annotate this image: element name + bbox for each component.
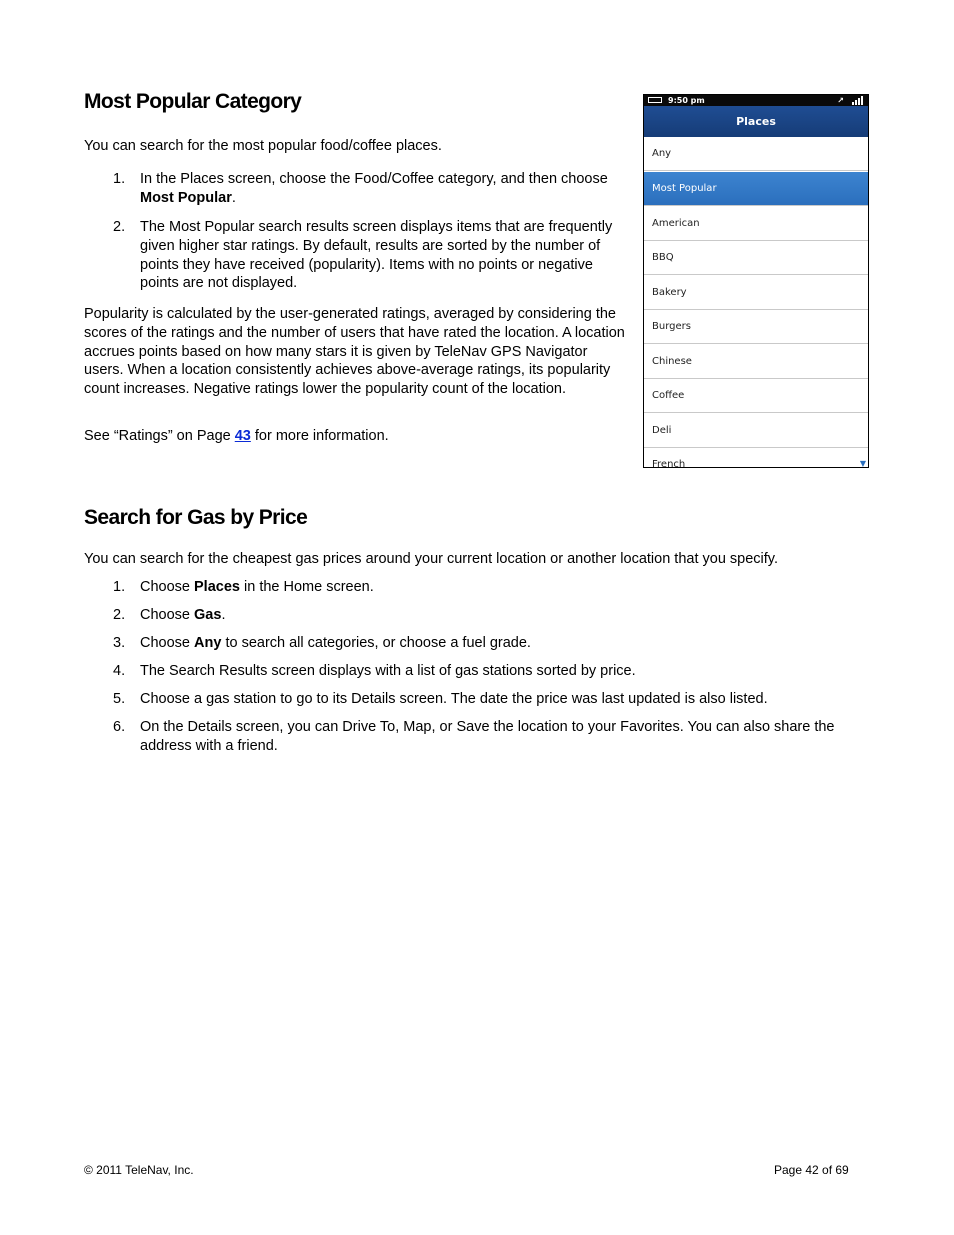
list-item-american[interactable]: American xyxy=(644,207,868,241)
list-number: 2. xyxy=(113,219,126,235)
list-item-text: Choose Any to search all categories, or choose a fuel grade. xyxy=(140,635,531,651)
section-heading-most-popular: Most Popular Category xyxy=(84,90,302,113)
list-item-bakery[interactable]: Bakery xyxy=(644,276,868,310)
signal-icon xyxy=(851,96,865,105)
footer-page-number: Page 42 of 69 xyxy=(774,1163,849,1177)
status-bar xyxy=(644,95,868,106)
list-number: 1. xyxy=(113,579,126,595)
list-item-text: The Most Popular search results screen displays items that are frequently given higher star ratings. By default, results are sorted by the number of points they have received (popularity). Items with no points or negative points are not displayed. xyxy=(140,219,613,292)
list-item-burgers[interactable]: Burgers xyxy=(644,310,868,344)
list-item-text: Choose Gas. xyxy=(140,607,226,623)
list-item-text: The Search Results screen displays with a list of gas stations sorted by price. xyxy=(140,663,636,679)
list-item-french[interactable]: French xyxy=(644,448,868,468)
list-number: 4. xyxy=(113,663,126,679)
popularity-paragraph: Popularity is calculated by the user-generated ratings, averaged by considering the scores of the ratings and the number of users that have rated the location. A location accrues points based on how many stars it is given by TeleNav GPS Navigator users. When a location consistently achieves above-average ratings, its popularity count increases. Negative ratings lower the popularity count of the location. xyxy=(84,306,625,398)
list-item-coffee[interactable]: Coffee xyxy=(644,379,868,413)
footer-copyright: © 2011 TeleNav, Inc. xyxy=(84,1163,194,1177)
status-time: 9:50 pm xyxy=(668,96,705,105)
list-item-most-popular[interactable]: Most Popular xyxy=(644,172,868,206)
list-number: 3. xyxy=(113,635,126,651)
list-item-text: Choose Places in the Home screen. xyxy=(140,579,374,595)
see-ratings-paragraph: See “Ratings” on Page 43 for more information. xyxy=(84,428,389,444)
list-number: 2. xyxy=(113,607,126,623)
scroll-down-icon[interactable]: ▼ xyxy=(859,459,866,468)
list-item-bbq[interactable]: BBQ xyxy=(644,241,868,275)
places-title-bar: Places xyxy=(644,106,868,137)
list-item-text: In the Places screen, choose the Food/Coffee category, and then choose Most Popular. xyxy=(140,171,608,206)
phone-screenshot xyxy=(643,94,869,468)
bluetooth-icon: ↗ xyxy=(837,96,844,105)
list-item-any[interactable]: Any xyxy=(644,137,868,171)
battery-icon xyxy=(648,97,662,103)
section-heading-gas-price: Search for Gas by Price xyxy=(84,506,308,529)
list-item-text: On the Details screen, you can Drive To, Map, or Save the location to your Favorites. You can also share the address with a friend. xyxy=(140,719,835,754)
gas-intro-paragraph: You can search for the cheapest gas prices around your current location or another location that you specify. xyxy=(84,551,778,567)
list-number: 1. xyxy=(113,171,126,187)
page-43-link[interactable]: 43 xyxy=(234,428,251,444)
list-number: 6. xyxy=(113,719,126,735)
list-number: 5. xyxy=(113,691,126,707)
list-item-text: Choose a gas station to go to its Details screen. The date the price was last updated is also listed. xyxy=(140,691,768,707)
list-item-chinese[interactable]: Chinese xyxy=(644,345,868,379)
intro-paragraph: You can search for the most popular food/coffee places. xyxy=(84,138,442,154)
list-item-deli[interactable]: Deli xyxy=(644,414,868,448)
